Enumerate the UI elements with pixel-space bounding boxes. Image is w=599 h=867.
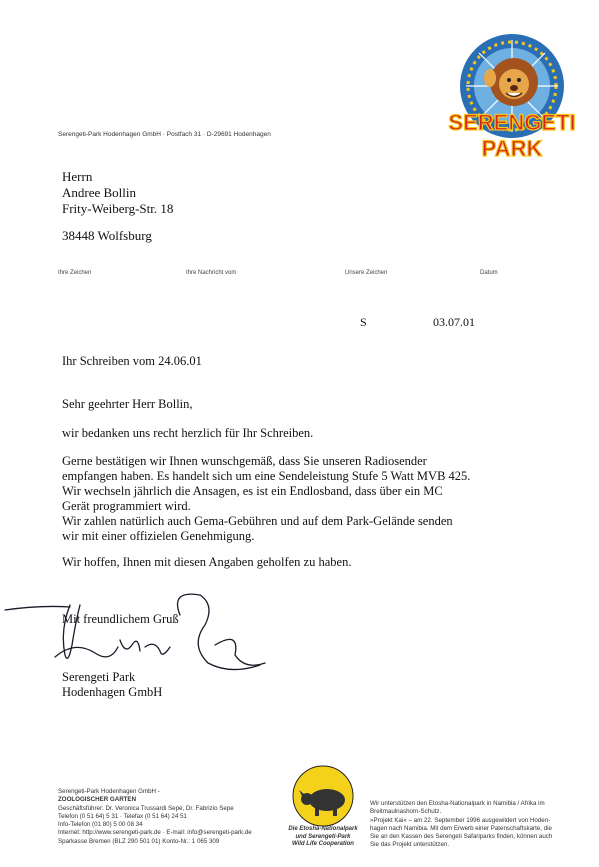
footer-line: Sie an den Kassen des Serengeti Safariparks finden, können auch [370, 833, 553, 841]
footer-line: Info-Telefon (01 80) 5 00 08 34 [58, 821, 143, 829]
footer-line: Telefon (0 51 64) 5 31 · Telefax (0 51 64) 24 51 [58, 812, 187, 820]
label-unsere-zeichen: Unsere Zeichen [345, 270, 388, 276]
serengeti-park-logo [448, 30, 578, 168]
value-datum: 03.07.01 [433, 315, 475, 329]
label-datum: Datum [480, 270, 498, 276]
footer-line: »Projekt Kai« – am 22. September 1996 ausgewildert von Hoden- [370, 816, 551, 824]
footer-cooperation-text [279, 826, 367, 849]
footer-line: Sie das Projekt unterstützen. [370, 841, 450, 849]
paragraph-thanks: wir bedanken uns recht herzlich für Ihr Schreiben. [62, 426, 314, 440]
greeting: Sehr geehrter Herr Bollin, [62, 397, 193, 411]
footer-line: Breitmaulnashorn-Schutz. [370, 808, 442, 816]
paragraph-line: Gerät programmiert wird. [62, 499, 191, 513]
paragraph-line: Wir wechseln jährlich die Ansagen, es ist ein Endlosband, dass über ein MC [62, 484, 443, 498]
svg-text:SERENGETI: SERENGETI [448, 110, 576, 135]
footer-line: Sparkasse Bremen (BLZ 290 501 01) Konto-Nr.: 1 065 309 [58, 837, 220, 845]
paragraph-line: Wir zahlen natürlich auch Gema-Gebühren und auf dem Park-Gelände senden [62, 514, 453, 528]
label-ihre-nachricht: Ihre Nachricht vom [186, 270, 237, 276]
footer-line: Die Etosha-Nationalpark [288, 826, 358, 832]
paragraph-line: empfangen haben. Es handelt sich um eine Sendeleistung Stufe 5 Watt MVB 425. [62, 469, 471, 483]
footer-line: Geschäftsführer: Dr. Veronica Trussardi Sepe, Dr. Fabrizio Sepe [58, 804, 234, 812]
footer-line: Wild Life Cooperation [292, 841, 354, 847]
handwritten-signature [0, 585, 280, 680]
label-ihre-zeichen: Ihre Zeichen [58, 270, 92, 276]
footer-company-info [58, 788, 252, 846]
paragraph-line: Gerne bestätigen wir Ihnen wunschgemäß, dass Sie unseren Radiosender [62, 454, 427, 468]
recipient-name: Andree Bollin [62, 185, 137, 200]
footer-line: hagen nach Namibia. Mit dem Erwerb einer Patenschaftskarte, die [370, 824, 552, 832]
signature-company-line: Serengeti Park [62, 670, 136, 684]
recipient-street: Frity-Weiberg-Str. 18 [62, 201, 174, 216]
paragraph-line: wir mit einer offizielen Genehmigung. [62, 529, 255, 543]
footer-line: Serengeti-Park Hodenhagen GmbH - [58, 788, 160, 795]
footer-line: und Serengeti-Park [295, 833, 351, 840]
paragraph-closing: Wir hoffen, Ihnen mit diesen Angaben geholfen zu haben. [62, 555, 352, 569]
svg-text:PARK: PARK [481, 136, 543, 161]
footer-line: ZOOLOGISCHER GARTEN [58, 796, 137, 804]
sender-return-address: Serengeti-Park Hodenhagen GmbH · Postfach 31 · D-29691 Hodenhagen [58, 131, 271, 138]
value-unsere-zeichen: S [360, 315, 367, 329]
footer-line: Wir unterstützen den Etosha-Nationalpark in Namibia / Afrika im [370, 800, 545, 807]
subject-line: Ihr Schreiben vom 24.06.01 [62, 354, 202, 368]
footer-line: Internet: http://www.serengeti-park.de · E-mail: info@serengeti-park.de [58, 829, 252, 837]
signature-company-line: Hodenhagen GmbH [62, 685, 163, 699]
footer-etosha-info [370, 800, 552, 850]
closing-greeting: Mit freundlichem Gruß [62, 612, 179, 626]
recipient-city: 38448 Wolfsburg [62, 228, 152, 243]
recipient-salutation: Herrn [62, 169, 93, 184]
